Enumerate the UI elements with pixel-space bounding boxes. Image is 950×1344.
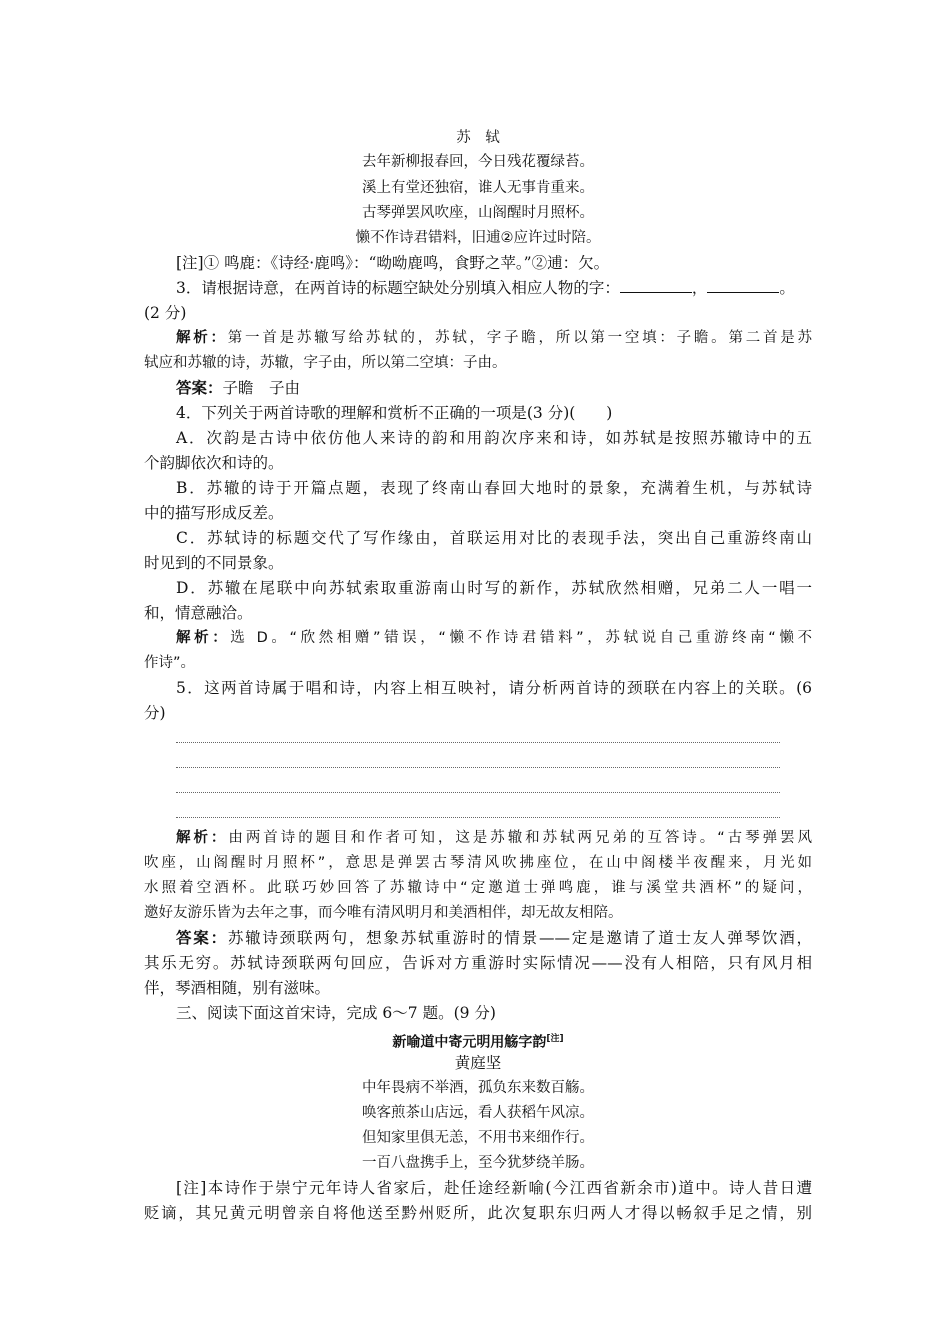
poem1-author: 苏 轼: [456, 130, 500, 146]
q3-score: (2 分): [144, 304, 187, 322]
q5-analysis-text: 由两首诗的题目和作者可知，这是苏辙和苏轼两兄弟的互答诗。“古琴弹罢风: [228, 830, 812, 846]
q4-analysis-cont: 作诗”。: [144, 655, 196, 671]
q4-option-a[interactable]: A．次韵是古诗中依仿他人来诗的韵和用韵次序来和诗，如苏轼是按照苏辙诗中的五: [176, 429, 812, 447]
q4-stem: 4．下列关于两首诗歌的理解和赏析不正确的一项是(3 分)( ): [176, 404, 613, 422]
analysis-label: 解析：: [176, 630, 231, 646]
q5-answer-line-3: 伴，琴酒相随，别有滋味。: [144, 979, 331, 997]
poem2-line-3: 但知家里俱无恙，不用书来细作行。: [362, 1130, 594, 1146]
analysis-label: 解析：: [176, 330, 228, 346]
poem1-line-4: 懒不作诗君错料，旧逋②应许过时陪。: [355, 230, 601, 246]
q3-answer-text: 子瞻 子由: [222, 379, 301, 397]
note-text: ① 鸣鹿：《诗经·鹿鸣》：“呦呦鹿鸣，食野之苹。”②逋：欠。: [203, 254, 610, 272]
poem2-title-text: 新喻道中寄元明用觞字韵: [392, 1034, 547, 1051]
poem1-note: [144, 251, 812, 275]
poem2-line-2: 唤客煎茶山店远，看人获稻午风凉。: [362, 1105, 594, 1121]
q5-score: 分): [144, 704, 166, 722]
poem2-note-text: 本诗作于崇宁元年诗人省家后，赴任途经新喻(今江西省新余市)道中。诗人昔日遭: [206, 1179, 812, 1197]
q4-analysis: [144, 626, 812, 650]
answer-line-4[interactable]: [176, 817, 780, 818]
poem2-line-1: 中年畏病不举酒，孤负东来数百觞。: [362, 1080, 594, 1096]
q4-option-b-cont: 中的描写形成反差。: [144, 504, 284, 522]
q4-option-b[interactable]: B．苏辙的诗于开篇点题，表现了终南山春回大地时的景象，充满着生机，与苏轼诗: [176, 479, 812, 497]
q5-answer: [144, 926, 812, 950]
q3-stem-sep: ，: [691, 279, 708, 297]
q5-answer-line-2: 其乐无穷。苏轼诗颈联两句回应，告诉对方重游时实际情况——没有人相陪，只有风月相: [144, 954, 812, 972]
q5-analysis: [144, 826, 812, 850]
poem1-line-2: 溪上有堂还独宿，谁人无事肯重来。: [362, 180, 594, 196]
q4-option-c-cont: 时见到的不同景象。: [144, 554, 284, 572]
q4-option-a-cont: 个韵脚依次和诗的。: [144, 454, 284, 472]
note-label: [注]: [176, 254, 204, 272]
q3-analysis-text: 第一首是苏辙写给苏轼的，苏轼，字子瞻，所以第一空填：子瞻。第二首是苏: [227, 330, 812, 346]
answer-label: 答案：: [176, 928, 228, 947]
answer-blank-2[interactable]: [707, 278, 779, 293]
poem1-line-1: 去年新柳报春回，今日残花覆绿苔。: [362, 154, 594, 170]
q3-analysis: [144, 326, 812, 350]
q5-stem: 5．这两首诗属于唱和诗，内容上相互映衬，请分析两首诗的颈联在内容上的关联。(6: [176, 679, 812, 697]
poem2-note-cont: 贬谪，其兄黄元明曾亲自将他送至黔州贬所，此次复职东归两人才得以畅叙手足之情，别: [144, 1204, 812, 1222]
poem1-line-3: 古琴弹罢风吹座，山阁醒时月照杯。: [362, 205, 594, 221]
q5-analysis-line-2: 吹座，山阁醒时月照杯”，意思是弹罢古琴清风吹拂座位，在山中阁楼半夜醒来，月光如: [144, 855, 812, 871]
poem2-note: [144, 1176, 812, 1200]
section3-heading: 三、阅读下面这首宋诗，完成 6～7 题。(9 分): [176, 1004, 496, 1022]
q5-analysis-line-3: 水照着空酒杯。此联巧妙回答了苏辙诗中“定邀道士弹鸣鹿，谁与溪堂共酒杯”的疑问，: [144, 880, 812, 896]
analysis-label: 解析：: [176, 830, 229, 846]
poem2-title: [144, 1027, 812, 1051]
q4-analysis-text: 选 D。“欣然相赠”错误，“懒不作诗君错料”，苏轼说自己重游终南“懒不: [230, 630, 812, 646]
q5-answer-text: 苏辙诗颈联两句，想象苏轼重游时的情景——定是邀请了道士友人弹琴饮酒，: [227, 929, 812, 947]
note-label: [注]: [176, 1179, 207, 1197]
answer-line-3[interactable]: [176, 792, 780, 793]
answer-line-2[interactable]: [176, 767, 780, 768]
q4-option-d-cont: 和，情意融洽。: [144, 604, 253, 622]
q4-option-d[interactable]: D．苏辙在尾联中向苏轼索取重游南山时写的新作，苏轼欣然相赠，兄弟二人一唱一: [176, 579, 812, 597]
q3-stem-text: 3．请根据诗意，在两首诗的标题空缺处分别填入相应人物的字：: [176, 279, 620, 297]
poem2-line-4: 一百八盘携手上，至今犹梦绕羊肠。: [362, 1155, 594, 1171]
answer-blank-1[interactable]: [620, 278, 692, 293]
answer-line-1[interactable]: [176, 742, 780, 743]
q3-answer: [144, 376, 812, 400]
q3-analysis-cont: 轼应和苏辙的诗，苏辙，字子由，所以第二空填：子由。: [144, 355, 507, 371]
q3-stem: [144, 276, 812, 300]
q5-analysis-line-4: 邀好友游乐皆为去年之事，而今唯有清风明月和美酒相伴，却无故友相陪。: [144, 905, 623, 921]
answer-label: 答案：: [176, 378, 223, 397]
q3-stem-end: 。: [779, 279, 795, 297]
q4-option-c[interactable]: C．苏轼诗的标题交代了写作缘由，首联运用对比的表现手法，突出自己重游终南山: [176, 529, 812, 547]
poem2-author: 黄庭坚: [454, 1054, 502, 1072]
poem2-title-note: [注]: [546, 1034, 564, 1044]
